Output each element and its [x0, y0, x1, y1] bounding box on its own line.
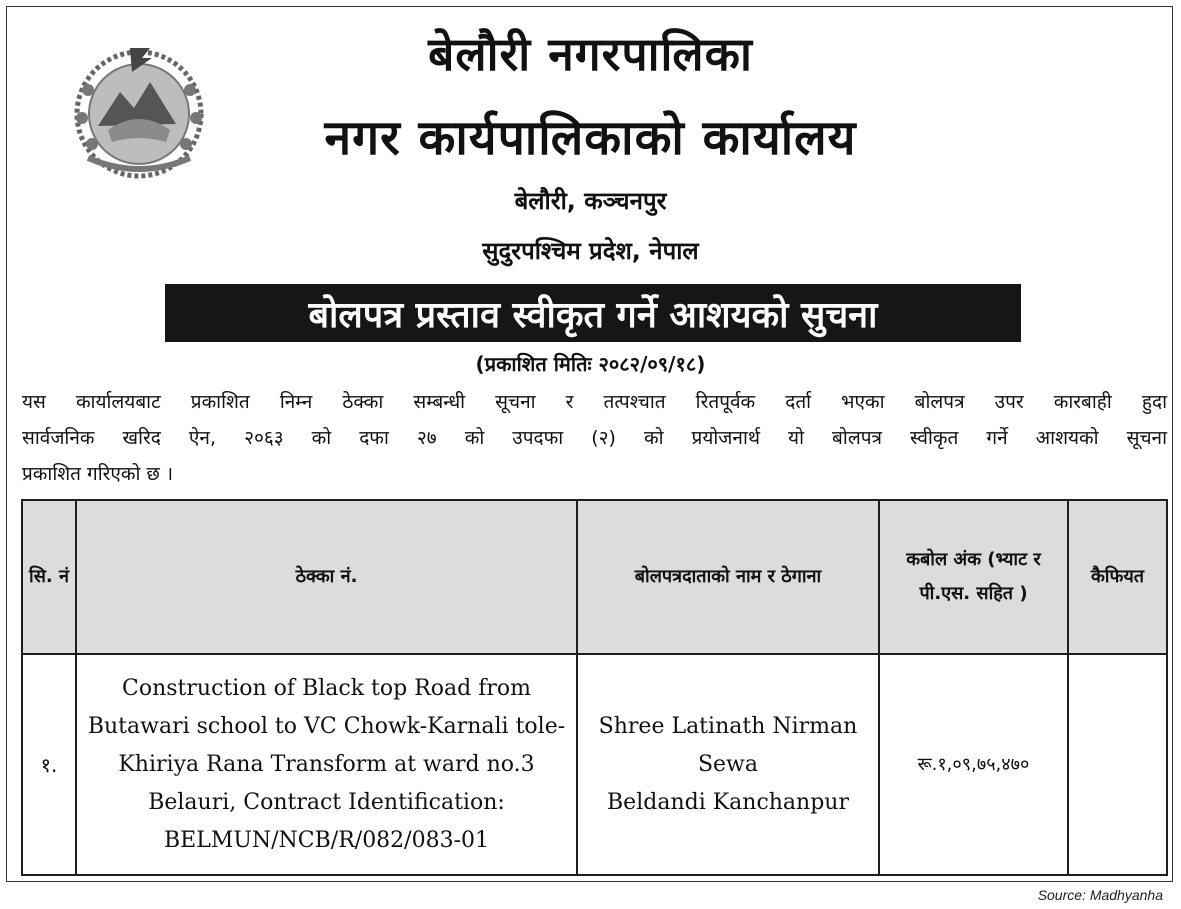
col-header-bidder: बोलपत्रदाताको नाम र ठेगाना	[577, 500, 879, 654]
bidder-address: Beldandi Kanchanpur	[607, 789, 849, 815]
notice-body	[22, 384, 1167, 492]
bid-table	[21, 499, 1168, 876]
cell-remarks	[1068, 654, 1167, 875]
municipality-title: बेलौरी नगरपालिका	[428, 27, 753, 81]
col-header-contract: ठेक्का नं.	[76, 500, 577, 654]
office-title: नगर कार्यपालिकाको कार्यालय	[324, 110, 857, 166]
body-line-3: प्रकाशित गरिएको छ ।	[22, 463, 174, 485]
published-date: (प्रकाशित मितिः २०८२/०९/१८)	[475, 352, 706, 376]
notice-title: बोलपत्र प्रस्ताव स्वीकृत गर्ने आशयको सुचना	[308, 294, 878, 336]
cell-bidder	[577, 654, 879, 875]
cell-sn: १.	[22, 654, 76, 875]
table-header-row	[22, 500, 1167, 654]
source-credit: Source: Madhyanha	[1037, 887, 1163, 903]
cell-contract: Construction of Black top Road from Butawari school to VC Chowk-Karnali tole- Khiriya Rana Transform at ward no.3 Belauri, Contract Identification: BELMUN/NCB/R/082/083-01	[76, 654, 577, 875]
col-header-sn: सि. नं	[22, 500, 76, 654]
cell-amount: रू.१,०९,७५,४७०	[879, 654, 1068, 875]
province-text: सुदुरपश्चिम प्रदेश, नेपाल	[482, 237, 699, 265]
notice-title-banner	[165, 284, 1021, 342]
body-line-2: सार्वजनिक खरिद ऐन, २०६३ को दफा २७ को उपदफा (२) को प्रयोजनार्थ यो बोलपत्र स्वीकृत गर्ने आशयको सूचना	[22, 427, 1167, 449]
col-header-amount: कबोल अंक (भ्याट र पी.एस. सहित )	[879, 500, 1068, 654]
table-row	[22, 654, 1167, 875]
location-text: बेलौरी, कञ्चनपुर	[514, 187, 667, 215]
col-header-remarks: कैफियत	[1068, 500, 1167, 654]
bidder-name: Shree Latinath Nirman Sewa	[598, 713, 858, 777]
body-line-1: यस कार्यालयबाट प्रकाशित निम्न ठेक्का सम्बन्धी सूचना र तत्पश्चात रितपूर्वक दर्ता भएका बोलपत्र उपर कारबाही हुदा	[22, 391, 1167, 413]
